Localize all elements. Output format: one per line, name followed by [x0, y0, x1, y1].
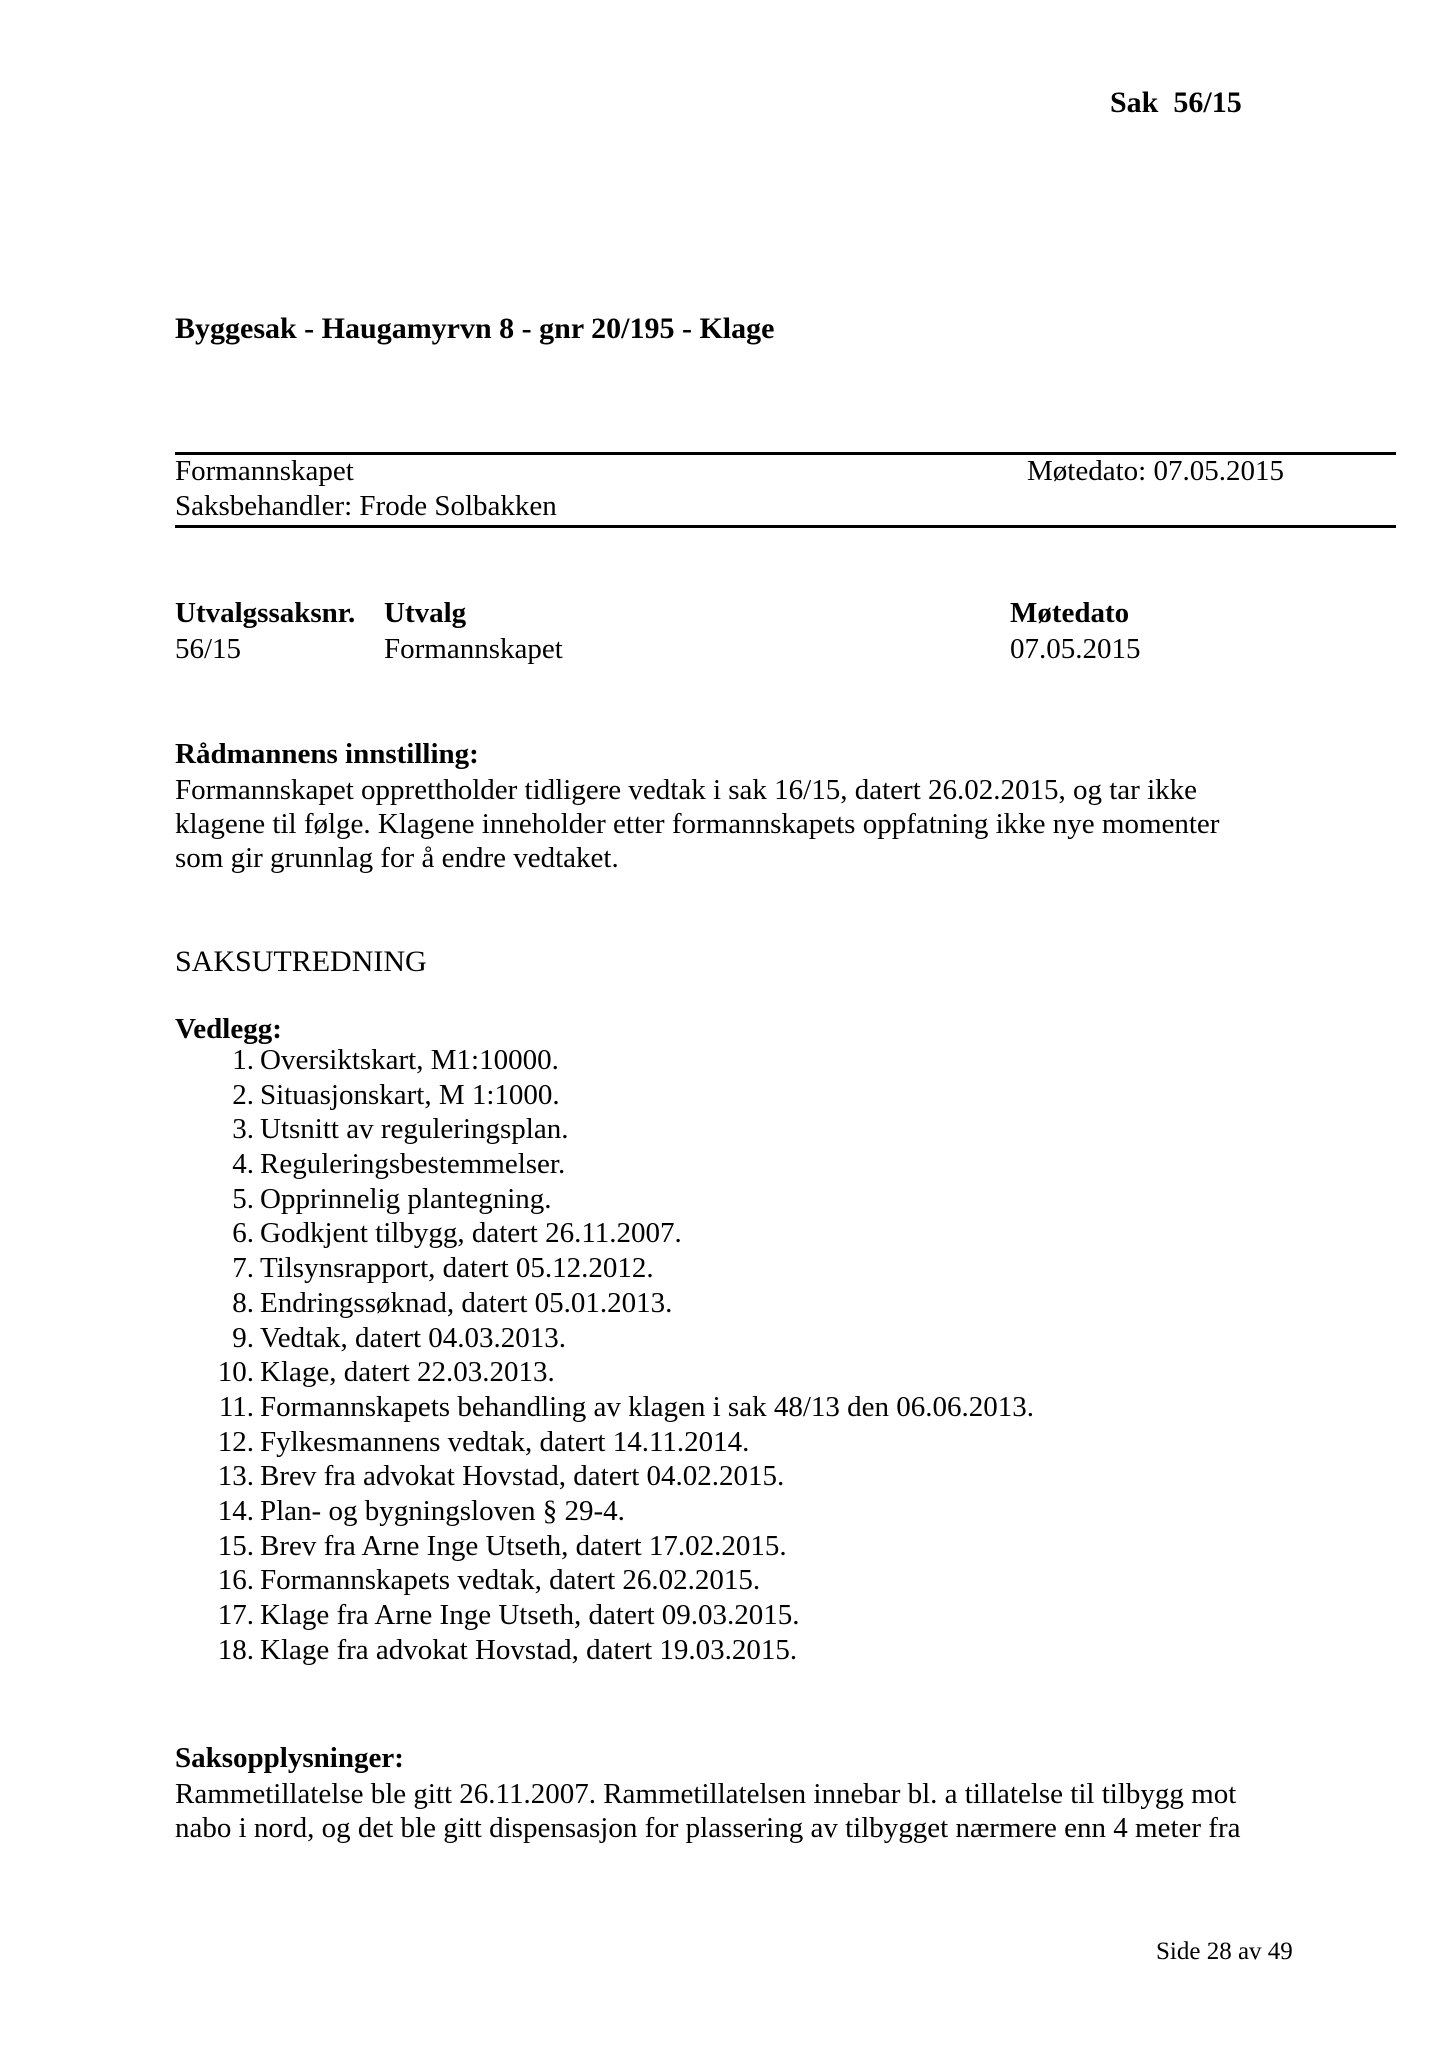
list-item-number: 15. [217, 1529, 254, 1562]
list-item-text: Opprinnelig plantegning. [260, 1182, 552, 1215]
table-cell-committee: Formannskapet [384, 633, 563, 665]
list-item-number: 10. [217, 1356, 254, 1389]
list-item-number: 6. [232, 1217, 254, 1250]
list-item-number: 17. [217, 1599, 254, 1631]
list-item-number: 18. [217, 1633, 254, 1666]
list-item [175, 1633, 1034, 1668]
header-meeting-date: Møtedato: 07.05.2015 [1027, 455, 1284, 487]
list-item-text: Vedtak, datert 04.03.2013. [260, 1321, 567, 1354]
document-title: Byggesak - Haugamyrvn 8 - gnr 20/195 - Klage [175, 312, 775, 345]
list-item-number: 4. [232, 1148, 254, 1181]
attachments-heading: Vedlegg: [175, 1013, 282, 1045]
header-case-officer: Saksbehandler: Frode Solbakken [175, 490, 557, 522]
list-item-number: 16. [217, 1564, 254, 1597]
list-item-number: 2. [232, 1078, 254, 1111]
list-item-text: Formannskapets vedtak, datert 26.02.2015. [260, 1564, 761, 1597]
list-item [175, 1563, 1034, 1598]
table-header-committee: Utvalg [384, 597, 467, 629]
header-bottom-rule [175, 525, 1396, 528]
list-item-number: 12. [217, 1425, 254, 1458]
table-header-meeting-date: Møtedato [1010, 597, 1130, 629]
recommendation-line: som gir grunnlag for å endre vedtaket. [175, 842, 619, 874]
list-item-text: Brev fra advokat Hovstad, datert 04.02.2015. [260, 1460, 785, 1493]
list-item-text: Formannskapets behandling av klagen i sak 48/13 den 06.06.2013. [260, 1390, 1035, 1423]
attachments-list [175, 1043, 1034, 1667]
list-item-text: Reguleringsbestemmelser. [260, 1148, 566, 1181]
list-item [175, 1078, 1034, 1113]
list-item-number: 8. [232, 1286, 254, 1319]
list-item-text: Klage, datert 22.03.2013. [260, 1356, 555, 1389]
list-item-text: Brev fra Arne Inge Utseth, datert 17.02.2015. [260, 1529, 787, 1562]
table-cell-meeting-date: 07.05.2015 [1010, 633, 1141, 665]
list-item-number: 11. [218, 1390, 254, 1423]
case-info-line: nabo i nord, og det ble gitt dispensasjon for plassering av tilbygget nærmere enn 4 meter fra [175, 1812, 1241, 1844]
list-item-text: Oversiktskart, M1:10000. [260, 1044, 559, 1076]
list-item-text: Situasjonskart, M 1:1000. [260, 1078, 560, 1111]
recommendation-line: klagene til følge. Klagene inneholder etter formannskapets oppfatning ikke nye momenter [175, 808, 1220, 840]
list-item [175, 1459, 1034, 1494]
list-item [175, 1598, 1034, 1633]
recommendation-text [175, 773, 1275, 875]
list-item-number: 9. [232, 1321, 254, 1354]
case-info-text [175, 1777, 1325, 1845]
list-item [175, 1425, 1034, 1460]
list-item [175, 1321, 1034, 1356]
list-item [175, 1390, 1034, 1425]
list-item-text: Godkjent tilbygg, datert 26.11.2007. [260, 1217, 682, 1250]
list-item [175, 1216, 1034, 1251]
table-cell-case-number: 56/15 [175, 633, 242, 665]
header-committee: Formannskapet [175, 455, 354, 487]
list-item-text: Klage fra Arne Inge Utseth, datert 09.03.2015. [260, 1599, 800, 1631]
case-reference: Sak 56/15 [1110, 86, 1242, 119]
list-item-number: 7. [232, 1252, 254, 1285]
list-item-number: 13. [217, 1460, 254, 1493]
table-header-case-number: Utvalgssaksnr. [175, 597, 356, 629]
list-item [175, 1043, 1034, 1078]
list-item [175, 1147, 1034, 1182]
list-item [175, 1182, 1034, 1217]
list-item-number: 5. [232, 1182, 254, 1215]
case-info-line: Rammetillatelse ble gitt 26.11.2007. Rammetillatelsen innebar bl. a tillatelse til tilbygg mot [175, 1778, 1237, 1810]
list-item-text: Tilsynsrapport, datert 05.12.2012. [260, 1252, 654, 1285]
list-item-text: Fylkesmannens vedtak, datert 14.11.2014. [260, 1425, 750, 1458]
list-item-text: Endringssøknad, datert 05.01.2013. [260, 1286, 673, 1319]
list-item-number: 1. [232, 1044, 254, 1076]
list-item-text: Klage fra advokat Hovstad, datert 19.03.2015. [260, 1633, 798, 1666]
page-number: Side 28 av 49 [1156, 1938, 1293, 1965]
recommendation-heading: Rådmannens innstilling: [175, 738, 479, 770]
list-item [175, 1112, 1034, 1147]
list-item [175, 1529, 1034, 1564]
recommendation-line: Formannskapet opprettholder tidligere vedtak i sak 16/15, datert 26.02.2015, og tar ikke [175, 774, 1198, 806]
case-info-heading: Saksopplysninger: [175, 1742, 404, 1774]
list-item-number: 3. [232, 1113, 254, 1146]
section-heading: SAKSUTREDNING [175, 945, 427, 978]
list-item [175, 1355, 1034, 1390]
list-item [175, 1286, 1034, 1321]
list-item-number: 14. [217, 1494, 254, 1527]
list-item-text: Utsnitt av reguleringsplan. [260, 1113, 569, 1146]
list-item-text: Plan- og bygningsloven § 29-4. [260, 1494, 625, 1527]
list-item [175, 1494, 1034, 1529]
list-item [175, 1251, 1034, 1286]
